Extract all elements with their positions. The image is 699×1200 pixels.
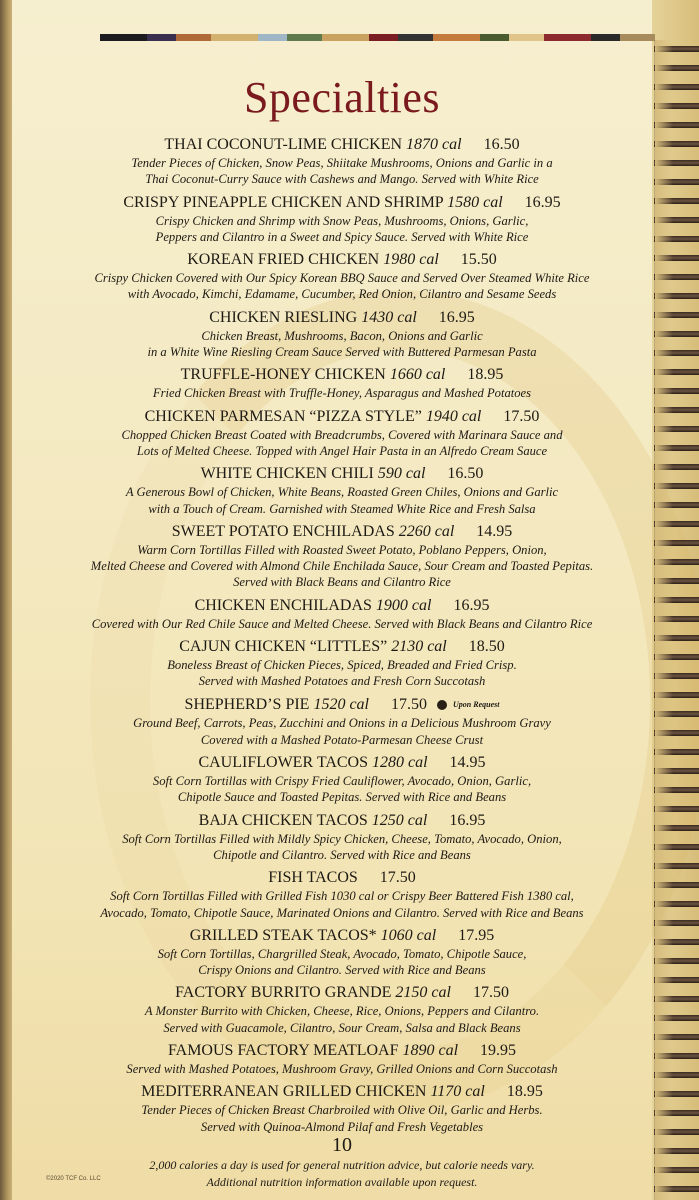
menu-item (22, 521, 662, 591)
menu-item-price: 18.95 (506, 1083, 543, 1101)
menu-item-price: 16.50 (447, 465, 484, 483)
menu-item-description: Chopped Chicken Breast Coated with Breadcrumbs, Covered with Marinara Sauce and (121, 427, 563, 442)
menu-item-description: Soft Corn Tortillas, Chargrilled Steak, Avocado, Tomato, Chipotle Sauce, (157, 946, 527, 961)
menu-item-header (22, 867, 662, 888)
menu-item-description: Chipotle Sauce and Toasted Pepitas. Served with Rice and Beans (177, 790, 507, 805)
menu-item-price: 19.95 (480, 1042, 517, 1060)
menu-item-description: Covered with Our Red Chile Sauce and Melted Cheese. Served with Black Beans and Cilantro Rice (91, 616, 593, 631)
menu-item (22, 1040, 662, 1077)
menu-items-list (22, 134, 662, 1139)
menu-item (22, 595, 662, 632)
menu-item-calories: 1870 cal (406, 136, 462, 153)
menu-item-description: Chicken Breast, Mushrooms, Bacon, Onions and Garlic (201, 328, 483, 343)
menu-item-description: Covered with a Mashed Potato-Parmesan Cheese Crust (200, 732, 484, 747)
menu-item-name: GRILLED STEAK TACOS* (189, 926, 377, 944)
menu-item (22, 307, 662, 361)
menu-item-description: Ground Beef, Carrots, Peas, Zucchini and Onions in a Delicious Mushroom Gravy (133, 716, 551, 731)
menu-item-name: KOREAN FRIED CHICKEN (187, 251, 380, 269)
menu-item-name: SWEET POTATO ENCHILADAS (171, 522, 395, 540)
upon-request-icon (437, 700, 447, 710)
menu-item-description: Served with Quinoa-Almond Pilaf and Fresh Vegetables (200, 1119, 484, 1134)
menu-item-name: FISH TACOS (268, 869, 358, 887)
menu-item-name: FACTORY BURRITO GRANDE (175, 984, 392, 1002)
menu-item-header (22, 1040, 662, 1061)
menu-item-calories: 1280 cal (372, 754, 428, 772)
menu-item-description: Soft Corn Tortillas Filled with Mildly Spicy Chicken, Cheese, Tomato, Avocado, Onion, (122, 831, 562, 846)
menu-item-price: 18.50 (468, 638, 505, 656)
menu-item-price: 17.50 (379, 869, 416, 887)
menu-item-price: 17.50 (391, 695, 427, 713)
menu-item-description: in a White Wine Riesling Cream Sauce Served with Buttered Parmesan Pasta (147, 345, 537, 360)
menu-item-description: Melted Cheese and Covered with Almond Chile Enchilada Sauce, Sour Cream and Toasted Pepitas. (90, 559, 594, 574)
menu-item (22, 463, 662, 517)
menu-item-name: CHICKEN RIESLING (209, 308, 358, 326)
menu-item-header (22, 810, 662, 831)
menu-item-calories: 1430 cal (361, 308, 417, 326)
copyright-text: ©2020 TCF Co. LLC (46, 1176, 101, 1182)
menu-item-name: BAJA CHICKEN TACOS (198, 811, 368, 829)
menu-item-note: Upon Request (453, 700, 500, 710)
menu-item-price: 16.95 (449, 811, 486, 829)
menu-item-description: Served with Mashed Potatoes, Mushroom Gravy, Grilled Onions and Corn Succotash (126, 1062, 558, 1077)
menu-item-price: 16.95 (438, 308, 475, 326)
menu-item-description: Chipotle and Cilantro. Served with Rice and Beans (213, 847, 471, 862)
menu-item-name: WHITE CHICKEN CHILI (200, 465, 374, 483)
menu-item-header (22, 521, 662, 542)
menu-item-header (22, 636, 662, 657)
menu-item-description: Crispy Chicken Covered with Our Spicy Korean BBQ Sauce and Served Over Steamed White Rice (94, 271, 590, 286)
menu-item-price: 18.95 (467, 366, 504, 384)
menu-item-description: Crispy Chicken and Shrimp with Snow Peas, Mushrooms, Onions, Garlic, (155, 213, 529, 228)
menu-item-description: Fried Chicken Breast with Truffle-Honey, Asparagus and Mashed Potatoes (152, 386, 532, 401)
menu-item-name: SHEPHERD’S PIE (184, 695, 310, 713)
menu-item-calories: 1900 cal (375, 596, 432, 614)
menu-item-header (22, 694, 662, 716)
menu-item-name: TRUFFLE-HONEY CHICKEN (180, 366, 386, 384)
menu-item-description: Lots of Melted Cheese. Topped with Angel Hair Pasta in an Alfredo Cream Sauce (136, 443, 548, 458)
menu-item-calories: 1170 cal (430, 1083, 485, 1101)
footnote-line: 2,000 calories a day is used for general nutrition advice, but calorie needs vary. (149, 1158, 535, 1172)
menu-item-price: 14.95 (476, 522, 513, 540)
menu-item-calories: 1660 cal (389, 366, 446, 384)
menu-item-description: with Avocado, Kimchi, Edamame, Cucumber, Red Onion, Cilantro and Sesame Seeds (127, 287, 557, 302)
menu-item (22, 364, 662, 401)
menu-item-price: 16.95 (453, 596, 490, 614)
menu-item-price: 16.95 (524, 193, 561, 211)
menu-item-name: MEDITERRANEAN GRILLED CHICKEN (141, 1083, 427, 1101)
menu-item-name: CHICKEN PARMESAN “PIZZA STYLE” (144, 407, 422, 425)
menu-item-price: 17.50 (472, 984, 509, 1002)
menu-item-description: Warm Corn Tortillas Filled with Roasted Sweet Potato, Poblano Peppers, Onion, (137, 542, 547, 557)
menu-item-name: CRISPY PINEAPPLE CHICKEN AND SHRIMP (123, 193, 444, 211)
menu-item-calories: 590 cal (377, 465, 426, 483)
menu-item-description: Tender Pieces of Chicken, Snow Peas, Shiitake Mushrooms, Onions and Garlic in a (131, 156, 553, 170)
menu-item-price: 15.50 (460, 251, 497, 269)
menu-item-calories: 1060 cal (380, 926, 437, 944)
page-title: Specialties (243, 73, 441, 122)
menu-item-name: CAULIFLOWER TACOS (198, 754, 368, 772)
menu-item-header (22, 307, 662, 328)
menu-item-header (22, 249, 662, 270)
menu-item-header (22, 406, 662, 427)
menu-item (22, 694, 662, 748)
menu-item-price: 14.95 (449, 754, 486, 772)
menu-item-description: Soft Corn Tortillas Filled with Grilled Fish 1030 cal or Crispy Beer Battered Fish 1380 cal, (110, 889, 574, 904)
menu-item-description: A Generous Bowl of Chicken, White Beans, Roasted Green Chiles, Onions and Garlic (125, 485, 559, 500)
menu-item-header (22, 752, 662, 773)
menu-item-header (22, 364, 662, 385)
menu-item-description: A Monster Burrito with Chicken, Cheese, Rice, Onions, Peppers and Cilantro. (144, 1004, 540, 1019)
menu-item-calories: 1520 cal (313, 695, 369, 713)
menu-item-name: CHICKEN ENCHILADAS (194, 596, 372, 614)
menu-item-description: Crispy Onions and Cilantro. Served with Rice and Beans (198, 963, 486, 978)
menu-item (22, 192, 662, 246)
menu-item (22, 1081, 662, 1135)
menu-item-description: Tender Pieces of Chicken Breast Charbroiled with Olive Oil, Garlic and Herbs. (141, 1103, 543, 1118)
menu-item-description: Avocado, Tomato, Chipotle Sauce, Marinated Onions and Cilantro. Served with Rice and Beans (100, 905, 584, 920)
menu-item-name: FAMOUS FACTORY MEATLOAF (167, 1042, 399, 1060)
menu-item-calories: 1890 cal (402, 1042, 459, 1060)
menu-item-calories: 1980 cal (383, 251, 439, 269)
menu-item-description: Thai Coconut-Curry Sauce with Cashews and Mango. Served with White Rice (145, 172, 539, 187)
menu-item (22, 249, 662, 303)
menu-item-header (22, 925, 662, 946)
menu-item-calories: 2260 cal (398, 522, 455, 540)
menu-item (22, 752, 662, 806)
footnote-line: Additional nutrition information available upon request. (206, 1175, 478, 1189)
menu-item-header (22, 134, 662, 155)
menu-item-calories: 1580 cal (447, 193, 503, 211)
menu-item-description: with a Touch of Cream. Garnished with Steamed White Rice and Fresh Salsa (148, 501, 536, 516)
menu-content (22, 0, 662, 1200)
menu-item-header (22, 192, 662, 213)
menu-item-name: CAJUN CHICKEN “LITTLES” (179, 638, 388, 656)
menu-item-header (22, 463, 662, 484)
menu-item-price: 17.95 (458, 926, 495, 944)
menu-item-calories: 2150 cal (395, 984, 451, 1002)
menu-item-description: Served with Guacamole, Cilantro, Sour Cream, Salsa and Black Beans (163, 1020, 521, 1035)
menu-item-header (22, 595, 662, 616)
menu-item (22, 636, 662, 690)
page-number: 10 (332, 1134, 352, 1156)
menu-item-calories: 1250 cal (371, 811, 428, 829)
menu-item-description: Served with Black Beans and Cilantro Rice (233, 575, 451, 590)
menu-item-name: THAI COCONUT-LIME CHICKEN (164, 136, 403, 153)
menu-item-header (22, 982, 662, 1003)
menu-item-description: Soft Corn Tortillas with Crispy Fried Cauliflower, Avocado, Onion, Garlic, (152, 774, 532, 789)
menu-item-description: Served with Mashed Potatoes and Fresh Corn Succotash (198, 674, 486, 689)
menu-item-price: 17.50 (503, 407, 540, 425)
menu-item (22, 810, 662, 864)
menu-item (22, 406, 662, 460)
menu-item (22, 982, 662, 1036)
menu-item-calories: 2130 cal (391, 638, 447, 656)
menu-item-calories: 1940 cal (425, 407, 482, 425)
menu-item (22, 925, 662, 979)
menu-item (22, 867, 662, 921)
menu-item-price: 16.50 (483, 136, 520, 153)
menu-item-header (22, 1081, 662, 1102)
menu-item-description: Peppers and Cilantro in a Sweet and Spicy Sauce. Served with White Rice (155, 229, 529, 244)
menu-item (22, 134, 662, 188)
menu-item-description: Boneless Breast of Chicken Pieces, Spiced, Breaded and Fried Crisp. (167, 658, 517, 673)
nutrition-footnote (22, 1157, 662, 1191)
